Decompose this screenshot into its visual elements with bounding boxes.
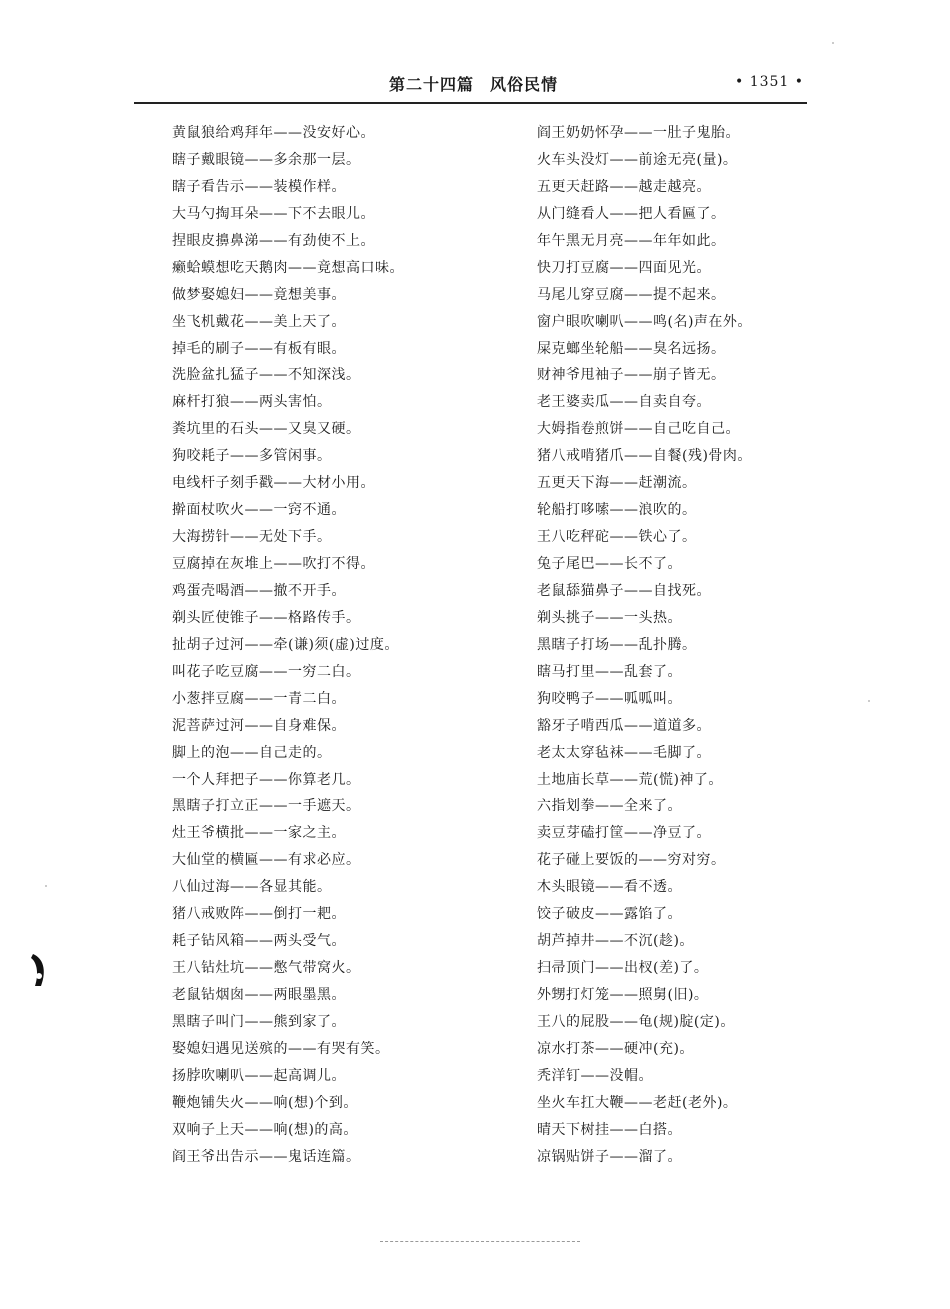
saying-line: 花子碰上要饭的——穷对穷。 (537, 852, 726, 869)
saying-line: 电线杆子刻手戳——大材小用。 (172, 475, 375, 492)
saying-line: 王八钻灶坑——憋气带窝火。 (172, 960, 361, 977)
saying-line: 扬脖吹喇叭——起高调儿。 (172, 1067, 346, 1084)
saying-line: 坐飞机戴花——美上天了。 (172, 313, 346, 330)
saying-line: 王八的屁股——龟(规)腚(定)。 (537, 1013, 735, 1030)
saying-line: 耗子钻风箱——两头受气。 (172, 933, 346, 950)
saying-line: 狗咬耗子——多管闲事。 (172, 448, 332, 465)
saying-line: 剃头挑子——一头热。 (537, 609, 682, 626)
saying-line: 扯胡子过河——牵(谦)须(虚)过度。 (172, 636, 399, 653)
saying-line: 黄鼠狼给鸡拜年——没安好心。 (172, 125, 375, 141)
saying-line: 泥菩萨过河——自身难保。 (172, 717, 346, 734)
saying-line: 年午黑无月亮——年年如此。 (537, 232, 726, 249)
saying-line: 猪八戒败阵——倒打一耙。 (172, 906, 346, 923)
saying-line: 五更天赶路——越走越亮。 (537, 178, 711, 195)
saying-line: 黑瞎子叫门——熊到家了。 (172, 1013, 346, 1030)
saying-line: 豆腐掉在灰堆上——吹打不得。 (172, 556, 375, 572)
saying-line: 一个人拜把子——你算老几。 (172, 771, 361, 788)
saying-line: 木头眼镜——看不透。 (537, 879, 682, 896)
saying-line: 八仙过海——各显其能。 (172, 879, 332, 896)
saying-line: 双响子上天——响(想)的高。 (172, 1121, 358, 1138)
saying-line: 坐火车扛大鞭——老赶(老外)。 (537, 1094, 738, 1111)
saying-line: 叫花子吃豆腐——一穷二白。 (172, 663, 361, 680)
saying-line: 马尾儿穿豆腐——提不起来。 (537, 286, 726, 303)
saying-line: 火车头没灯——前途无亮(量)。 (537, 151, 738, 168)
saying-line: 屎克螂坐轮船——臭名远扬。 (537, 340, 726, 357)
saying-line: 黑瞎子打场——乱扑腾。 (537, 636, 697, 653)
saying-line: 秃洋钉——没帽。 (537, 1067, 653, 1084)
saying-line: 老鼠舔猫鼻子——自找死。 (537, 582, 711, 599)
saying-line: 阎王爷出告示——鬼话连篇。 (172, 1148, 361, 1165)
scan-speck (45, 885, 47, 887)
saying-line: 兔子尾巴——长不了。 (537, 556, 682, 572)
saying-line: 娶媳妇遇见送殡的——有哭有笑。 (172, 1040, 390, 1057)
saying-line: 五更天下海——赶潮流。 (537, 475, 697, 492)
section-title: 风俗民情 (490, 75, 559, 94)
saying-line: 卖豆芽磕打筐——净豆了。 (537, 825, 711, 842)
saying-line: 大马勺掏耳朵——下不去眼儿。 (172, 205, 375, 222)
saying-line: 六指划拳——全来了。 (537, 798, 682, 815)
saying-line: 瞎子看告示——装模作样。 (172, 178, 346, 195)
saying-line: 瞎子戴眼镜——多余那一层。 (172, 151, 361, 168)
saying-line: 豁牙子啃西瓜——道道多。 (537, 717, 711, 734)
header-rule (134, 102, 807, 104)
running-header (389, 72, 558, 95)
saying-line: 瞎马打里——乱套了。 (537, 663, 682, 680)
saying-line: 外甥打灯笼——照舅(旧)。 (537, 987, 709, 1003)
saying-line: 饺子破皮——露馅了。 (537, 906, 682, 923)
saying-line: 大海捞针——无处下手。 (172, 529, 332, 546)
saying-line: 老王婆卖瓜——自卖自夸。 (537, 394, 711, 411)
saying-line: 大仙堂的横匾——有求必应。 (172, 852, 361, 869)
saying-line: 胡芦掉井——不沉(趁)。 (537, 933, 694, 950)
footer-scan-dots (380, 1241, 580, 1245)
saying-line: 做梦娶媳妇——竟想美事。 (172, 286, 346, 303)
saying-line: 擀面杖吹火——一窍不通。 (172, 502, 346, 519)
saying-line: 小葱拌豆腐——一青二白。 (172, 690, 346, 707)
saying-line: 猪八戒啃猪爪——自餐(残)骨肉。 (537, 448, 752, 465)
saying-line: 凉锅贴饼子——溜了。 (537, 1148, 682, 1165)
saying-line: 剃头匠使锥子——格路传手。 (172, 609, 361, 626)
saying-line: 晴天下树挂——白搭。 (537, 1121, 682, 1138)
saying-line: 捏眼皮擤鼻涕——有劲使不上。 (172, 232, 375, 249)
saying-line: 老鼠钻烟囱——两眼墨黑。 (172, 987, 346, 1003)
saying-line: 凉水打茶——硬冲(充)。 (537, 1040, 694, 1057)
left-column (172, 120, 492, 1171)
saying-line: 财神爷甩袖子——崩子皆无。 (537, 367, 726, 384)
right-column (537, 120, 837, 1171)
margin-binding-mark (27, 950, 51, 990)
scan-speck (832, 42, 834, 44)
chapter-title: 第二十四篇 (389, 75, 475, 94)
saying-line: 从门缝看人——把人看匾了。 (537, 205, 726, 222)
saying-line: 土地庙长草——荒(慌)神了。 (537, 771, 723, 788)
saying-line: 扫帚顶门——出杈(差)了。 (537, 960, 709, 977)
saying-line: 快刀打豆腐——四面见光。 (537, 259, 711, 276)
saying-line: 脚上的泡——自己走的。 (172, 744, 332, 761)
saying-line: 癞蛤蟆想吃天鹅肉——竟想高口味。 (172, 259, 404, 276)
saying-line: 轮船打哆嗦——浪吹的。 (537, 502, 697, 519)
saying-line: 王八吃秤砣——铁心了。 (537, 529, 697, 546)
scan-speck (868, 700, 870, 702)
saying-line: 鸡蛋壳喝酒——撤不开手。 (172, 582, 346, 599)
saying-line: 粪坑里的石头——又臭又硬。 (172, 421, 361, 438)
page-number: • 1351 • (735, 74, 805, 90)
saying-line: 洗脸盆扎猛子——不知深浅。 (172, 367, 361, 384)
saying-line: 阎王奶奶怀孕——一肚子鬼胎。 (537, 125, 740, 141)
saying-line: 麻杆打狼——两头害怕。 (172, 394, 332, 411)
saying-line: 黑瞎子打立正——一手遮天。 (172, 798, 361, 815)
saying-line: 灶王爷横批——一家之主。 (172, 825, 346, 842)
saying-line: 老太太穿毡袜——毛脚了。 (537, 744, 711, 761)
saying-line: 窗户眼吹喇叭——鸣(名)声在外。 (537, 313, 752, 330)
saying-line: 鞭炮铺失火——响(想)个到。 (172, 1094, 358, 1111)
saying-line: 狗咬鸭子——呱呱叫。 (537, 690, 682, 707)
saying-line: 大姆指卷煎饼——自己吃自己。 (537, 421, 740, 438)
saying-line: 掉毛的刷子——有板有眼。 (172, 340, 346, 357)
